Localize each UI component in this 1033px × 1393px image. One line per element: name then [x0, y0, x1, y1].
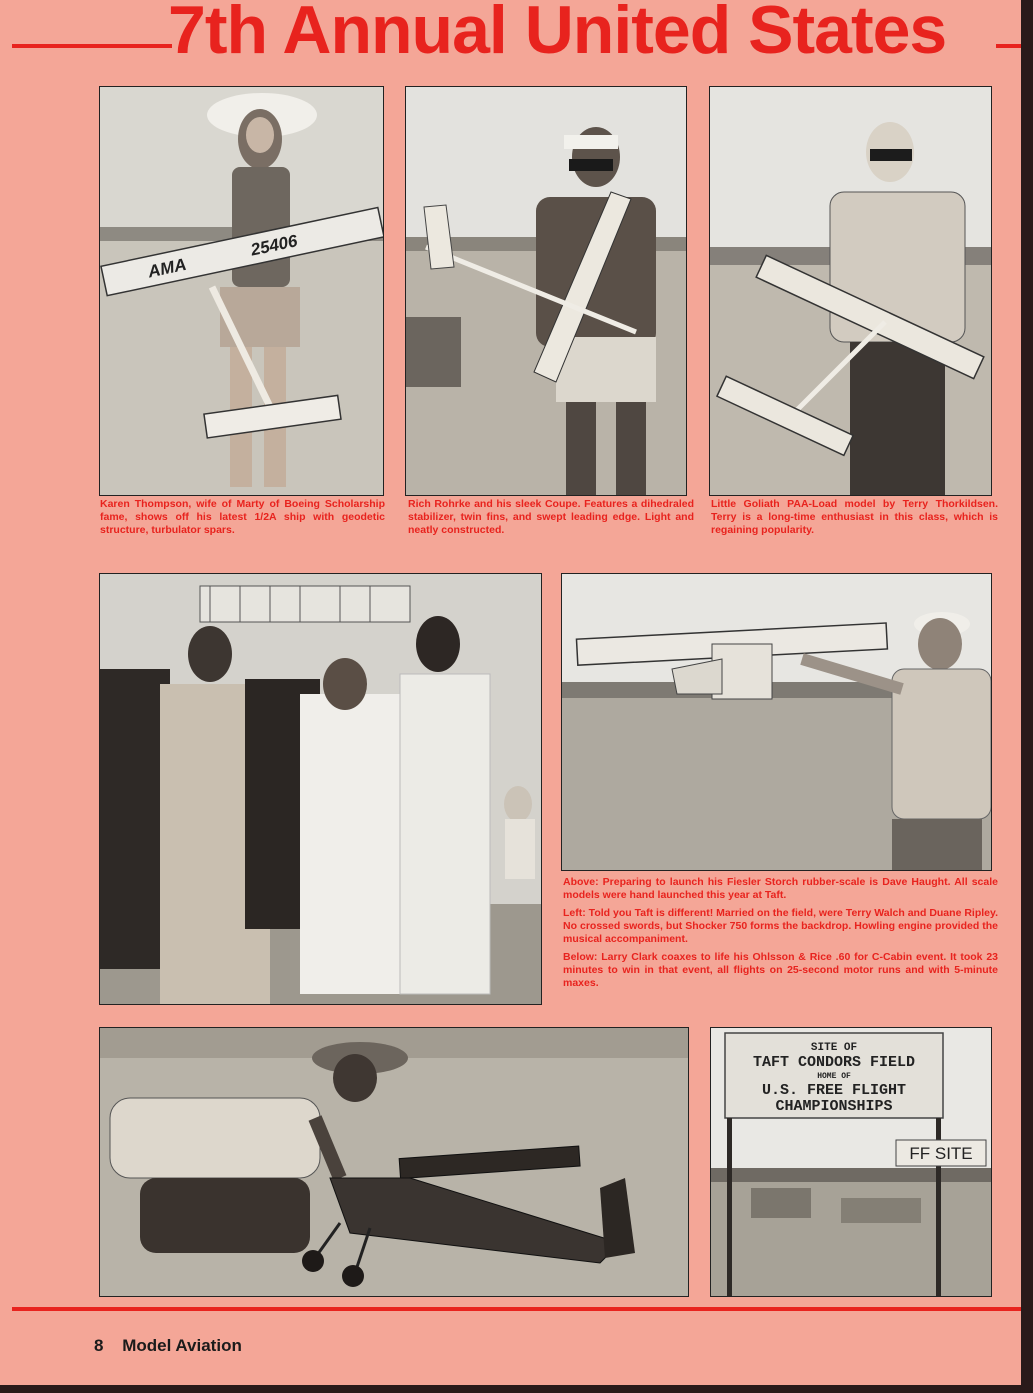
page-number: 8 — [94, 1336, 104, 1355]
header-rule-left — [12, 44, 172, 48]
header-rule-right — [996, 44, 1023, 48]
caption-photo-1 — [100, 498, 385, 542]
caption-text: Karen Thompson, wife of Marty of Boeing Scholarship fame, shows off his latest 1/2A ship with geodetic structure, turbulator spars. — [100, 498, 385, 536]
scan-edge-bottom — [0, 1385, 1033, 1393]
publication-name: Model Aviation — [122, 1336, 242, 1355]
caption-photo-3 — [711, 498, 998, 542]
footer-rule — [12, 1307, 1022, 1311]
sub-sign-text: FF SITE — [909, 1144, 973, 1163]
page-footer — [94, 1336, 242, 1356]
sign-line-1: SITE OF — [810, 1042, 858, 1054]
sign-line-5: CHAMPIONSHIPS — [775, 1098, 893, 1115]
caption-text: Little Goliath PAA-Load model by Terry Thorkildsen. Terry is a long-time enthusiast in this class, which is regaining popularity. — [711, 498, 998, 536]
caption-block-right — [563, 876, 998, 995]
photo-rich-rohrke — [405, 86, 687, 496]
caption-left: Left: Told you Taft is different! Married on the field, were Terry Walch and Duane Ripley. No crossed swords, but Shocker 750 forms the backdrop. Howling engine provided the musical accompaniment. — [563, 907, 998, 945]
wing-ama-text: AMA — [146, 254, 189, 282]
caption-photo-2 — [408, 498, 694, 542]
sign-line-4: U.S. FREE FLIGHT — [761, 1082, 907, 1099]
scan-edge-right — [1021, 0, 1033, 1393]
caption-above: Above: Preparing to launch his Fiesler Storch rubber-scale is Dave Haught. All scale models were hand launched this year at Taft. — [563, 876, 998, 901]
sign-line-3: HOME OF — [817, 1072, 851, 1081]
caption-text: Rich Rohrke and his sleek Coupe. Features a dihedraled stabilizer, twin fins, and swept leading edge. Light and neatly constructed. — [408, 498, 694, 536]
caption-below: Below: Larry Clark coaxes to life his Ohlsson & Rice .60 for C-Cabin event. It took 23 minutes to win in that event, all flights on 25-second motor runs and with 5-minute maxes. — [563, 951, 998, 989]
sign-line-2: TAFT CONDORS FIELD — [752, 1054, 916, 1071]
photo-taft-condors-sign — [710, 1027, 992, 1297]
photo-fiesler-storch-launch — [561, 573, 992, 871]
photo-terry-thorkildsen — [709, 86, 992, 496]
photo-wedding-on-field — [99, 573, 542, 1005]
photo-karen-thompson — [99, 86, 384, 496]
photo-larry-clark-c-cabin — [99, 1027, 689, 1297]
wing-number-text: 25406 — [248, 231, 300, 260]
page-headline: 7th Annual United States — [168, 0, 947, 68]
